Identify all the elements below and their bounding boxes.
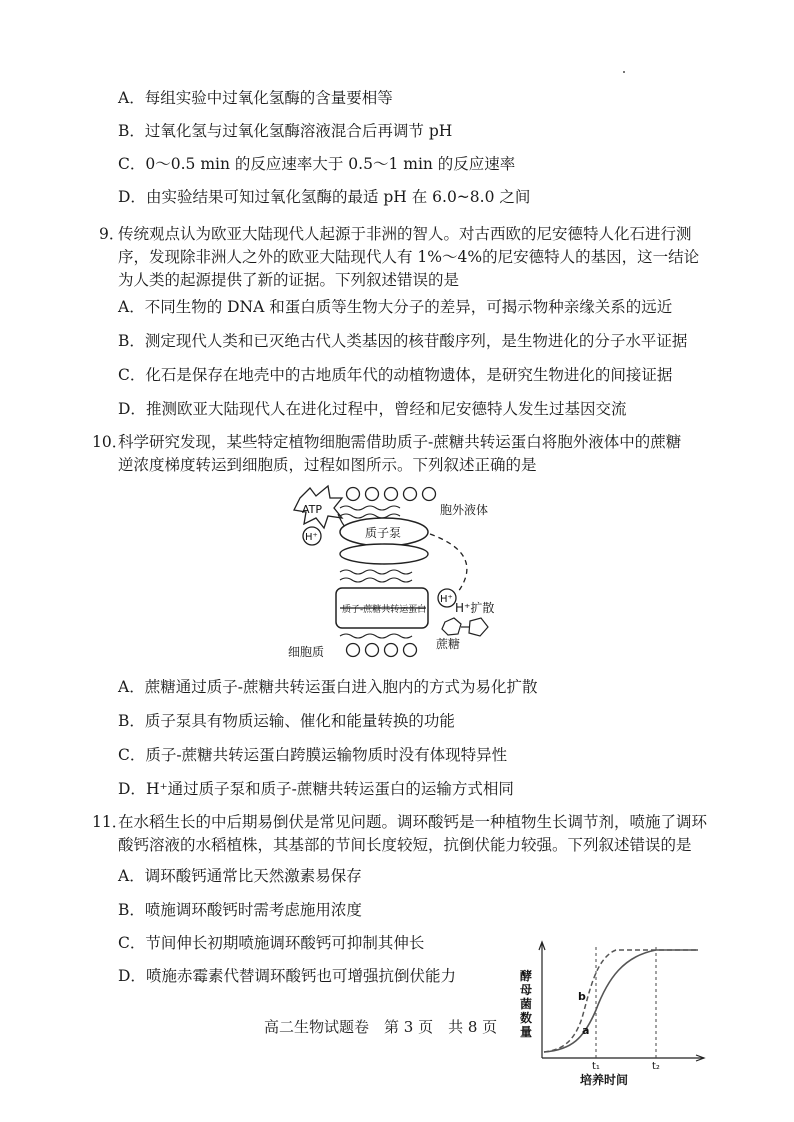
- q10-stem-line: 逆浓度梯度转运到细胞质，过程如图所示。下列叙述正确的是: [118, 456, 537, 474]
- h-diffusion-label: H⁺扩散: [455, 601, 495, 615]
- q10-option-c: C．质子-蔗糖共转运蛋白跨膜运输物质时没有体现特异性: [118, 746, 508, 764]
- proton-pump-lower: [340, 544, 428, 564]
- q9-stem-line: 为人类的起源提供了新的证据。下列叙述错误的是: [118, 271, 460, 289]
- q8-option-d: D．由实验结果可知过氧化氢酶的最适 pH 在 6.0~8.0 之间: [118, 188, 531, 206]
- membrane-tails-middle: [340, 570, 412, 582]
- q11-option-c: C．节间伸长初期喷施调环酸钙可抑制其伸长: [118, 934, 425, 952]
- extracellular-label: 胞外液体: [440, 503, 489, 517]
- cytoplasm-label: 细胞质: [288, 645, 325, 659]
- membrane-tails-top: [340, 506, 400, 518]
- curve-a: [544, 950, 698, 1052]
- q9-option-c: C．化石是保存在地壳中的古地质年代的动植物遗体，是研究生物进化的间接证据: [118, 366, 673, 384]
- q10-stem-line: 科学研究发现，某些特定植物细胞需借助质子-蔗糖共转运蛋白将胞外液体中的蔗糖: [118, 433, 682, 451]
- yeast-growth-chart: [512, 938, 712, 1088]
- q9-option-d: D．推测欧亚大陆现代人在进化过程中，曾经和尼安德特人发生过基因交流: [118, 400, 627, 418]
- chart-xlabel: 培养时间: [580, 1073, 629, 1087]
- q8-option-b: B．过氧化氢与过氧化氢酶溶液混合后再调节 pH: [118, 122, 453, 140]
- q9-stem-line: 序，发现除非洲人之外的欧亚大陆现代人有 1%～4%的尼安德特人的基因，这一结论: [118, 248, 700, 266]
- q10-number: 10．: [92, 433, 128, 451]
- q11-number: 11．: [92, 813, 128, 831]
- atp-label: ATP: [302, 503, 323, 516]
- chart-ylabel-char: 数: [520, 1011, 533, 1025]
- proton-pump-label: 质子泵: [365, 526, 402, 540]
- curve-a-label: a: [582, 1024, 590, 1037]
- phospholipid-heads-bottom: [347, 644, 417, 657]
- proton-return-arrow: [430, 534, 467, 592]
- h-plus-left-label: H⁺: [305, 532, 318, 543]
- membrane-transport-figure: [280, 484, 530, 664]
- q8-option-c: C．0～0.5 min 的反应速率大于 0.5～1 min 的反应速率: [118, 155, 516, 173]
- cotransporter-label: 质子-蔗糖共转运蛋白: [342, 605, 427, 615]
- q11-stem-line: 酸钙溶液的水稻植株，其基部的节间长度较短，抗倒伏能力较强。下列叙述错误的是: [118, 836, 692, 854]
- page-footer: 高二生物试题卷 第 3 页 共 8 页: [264, 1018, 498, 1036]
- q9-option-b: B．测定现代人类和已灭绝古代人类基因的核苷酸序列，是生物进化的分子水平证据: [118, 332, 688, 350]
- q9-stem-line: 传统观点认为欧亚大陆现代人起源于非洲的智人。对古西欧的尼安德特人化石进行测: [118, 225, 692, 243]
- q11-option-a: A．调环酸钙通常比天然激素易保存: [118, 867, 362, 885]
- chart-ylabel-char: 菌: [520, 997, 533, 1011]
- q10-option-b: B．质子泵具有物质运输、催化和能量转换的功能: [118, 712, 455, 730]
- curve-b: [544, 950, 698, 1052]
- scan-dot: [623, 71, 625, 73]
- membrane-tails-bottom: [340, 634, 412, 638]
- glucose-ring: [442, 618, 461, 635]
- q8-option-a: A．每组实验中过氧化氢酶的含量要相等: [118, 89, 393, 107]
- t2-label: t₂: [652, 1061, 660, 1072]
- chart-ylabel: [520, 968, 532, 1039]
- q9-option-a: A．不同生物的 DNA 和蛋白质等生物大分子的差异，可揭示物种亲缘关系的远近: [118, 298, 673, 316]
- q10-option-a: A．蔗糖通过质子-蔗糖共转运蛋白进入胞内的方式为易化扩散: [118, 678, 538, 696]
- t1-label: t₁: [592, 1061, 600, 1072]
- fructose-ring: [469, 618, 488, 636]
- h-plus-right-label: H⁺: [440, 594, 453, 605]
- q11-option-d: D．喷施赤霉素代替调环酸钙也可增强抗倒伏能力: [118, 967, 456, 985]
- curve-b-label: b: [578, 990, 586, 1003]
- q10-option-d: D．H⁺通过质子泵和质子-蔗糖共转运蛋白的运输方式相同: [118, 780, 514, 798]
- phospholipid-heads-top: [347, 488, 436, 501]
- sucrose-label: 蔗糖: [436, 637, 461, 651]
- chart-ylabel-char: 量: [520, 1025, 533, 1039]
- chart-ylabel-char: 酵: [520, 969, 533, 983]
- q9-number: 9．: [99, 225, 125, 243]
- q11-stem-line: 在水稻生长的中后期易倒伏是常见问题。调环酸钙是一种植物生长调节剂，喷施了调环: [118, 813, 708, 831]
- chart-ylabel-char: 母: [520, 983, 533, 997]
- q11-option-b: B．喷施调环酸钙时需考虑施用浓度: [118, 901, 362, 919]
